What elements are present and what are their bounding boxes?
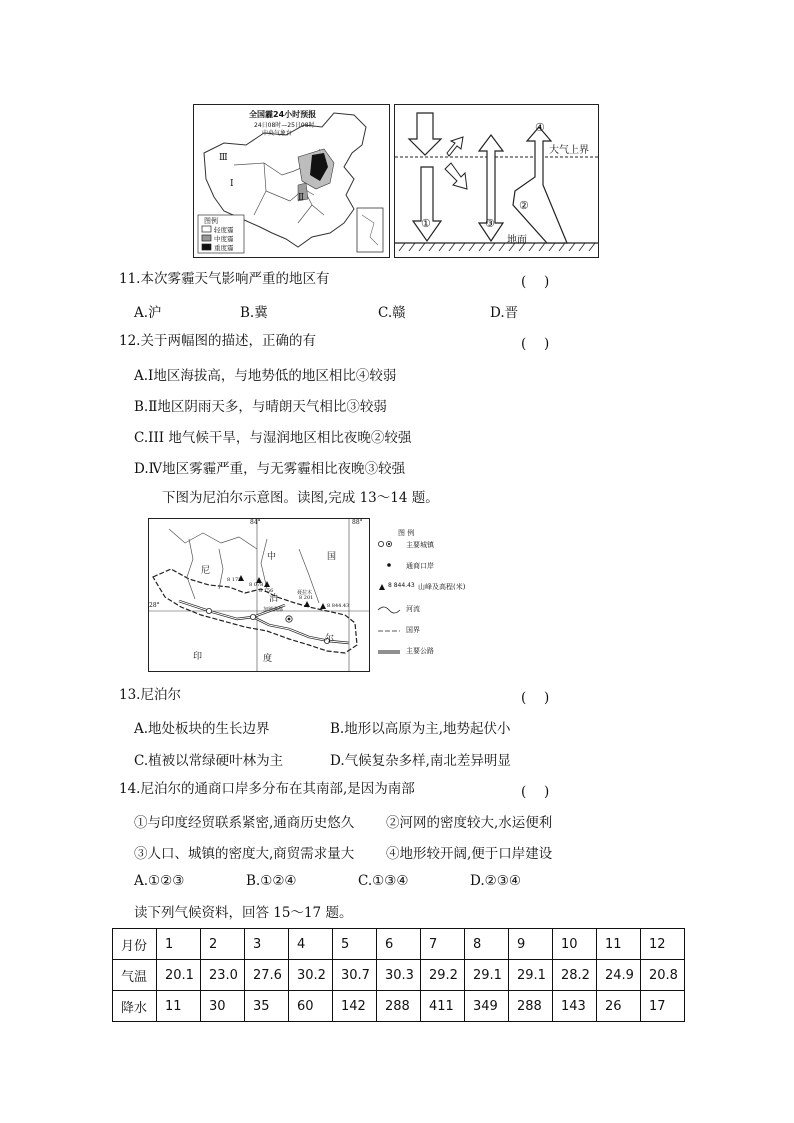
table-cell: 10: [553, 929, 597, 960]
place-china-1: 中: [267, 552, 277, 562]
radiation-diagram: [394, 104, 599, 258]
arrow-label-3: ③: [485, 217, 495, 230]
table-cell: 143: [553, 991, 597, 1022]
china-haze-map: [193, 104, 390, 258]
table-cell: 2: [201, 929, 245, 960]
table-cell: 26: [597, 991, 641, 1022]
arrow-label-2: ②: [519, 199, 529, 212]
table-cell: 288: [377, 991, 421, 1022]
place-nepal-2: 泊: [269, 594, 279, 604]
atmosphere-top-label: 大气上界: [549, 145, 589, 156]
question-14-option-b: B.①②④: [246, 873, 297, 889]
table-cell: 20.1: [157, 960, 201, 991]
question-12-option-b: B.Ⅱ地区阴雨天多，与晴朗天气相比③较弱: [134, 399, 387, 415]
peak-label-4: 8 201: [299, 595, 314, 601]
question-14-statement-1: ①与印度经贸联系紧密,通商历史悠久: [134, 815, 355, 831]
question-11-stem: 11.本次雾霾天气影响严重的地区有: [119, 271, 330, 287]
peak-label-5: 8 844.43: [327, 603, 350, 609]
peak-label-1: 8 172: [227, 577, 242, 583]
table-cell: 411: [421, 991, 465, 1022]
question-13-option-d: D.气候复杂多样,南北差异明显: [330, 753, 511, 769]
peak-label-3: 8 156: [259, 588, 274, 594]
table-cell: 30.7: [333, 960, 377, 991]
table-cell: 60: [289, 991, 333, 1022]
climate-intro: 读下列气候资料，回答 15～17 题。: [134, 905, 353, 921]
legend-river-symbol: [378, 607, 400, 613]
nepal-map-drawing: [149, 519, 369, 671]
table-cell: 20.8: [641, 960, 685, 991]
table-cell: 9: [509, 929, 553, 960]
question-14-option-a: A.①②③: [134, 873, 185, 889]
table-cell: 28.2: [553, 960, 597, 991]
table-cell: 30.3: [377, 960, 421, 991]
question-14-option-c: C.①③④: [358, 873, 409, 889]
question-12-answer-blank: ( ): [521, 336, 550, 352]
question-12-stem: 12.关于两幅图的描述，正确的有: [119, 333, 316, 349]
nepal-legend-town: 主要城镇: [406, 541, 434, 549]
nepal-legend-symbols: [376, 536, 404, 668]
legend-heavy-swatch: [202, 244, 211, 250]
legend-port-symbol: [387, 563, 391, 567]
table-cell: 11: [157, 991, 201, 1022]
table-cell: 4: [289, 929, 333, 960]
region-label-iv: Ⅳ: [312, 169, 321, 179]
place-china-2: 国: [327, 552, 337, 562]
table-header-cell: 降水: [113, 991, 157, 1022]
place-nepal-3: 尔: [325, 634, 335, 644]
legend-light-label: 轻度霾: [214, 226, 234, 234]
table-cell: 3: [245, 929, 289, 960]
table-cell: 23.0: [201, 960, 245, 991]
table-row: [113, 960, 685, 991]
nepal-lat-28: 28°: [149, 602, 160, 609]
question-11-answer-blank: ( ): [521, 274, 550, 290]
table-row: [113, 929, 685, 960]
question-14-stem: 14.尼泊尔的通商口岸多分布在其南部,是因为南部: [119, 781, 415, 797]
nepal-legend-river: 河流: [406, 605, 420, 613]
question-14-statement-4: ④地形较开阔,便于口岸建设: [386, 846, 553, 862]
question-11-option-b: B.冀: [240, 305, 268, 321]
climate-table: [112, 928, 685, 1022]
nepal-legend-peak-sample: 8 844.43: [388, 582, 415, 589]
table-cell: 6: [377, 929, 421, 960]
question-14-answer-blank: ( ): [521, 784, 550, 800]
legend-light-swatch: [202, 226, 211, 232]
question-14-option-d: D.②③④: [470, 873, 521, 889]
table-cell: 8: [465, 929, 509, 960]
question-13-stem: 13.尼泊尔: [119, 687, 181, 703]
question-12-option-c: C.III 地气候干旱，与湿润地区相比夜晚②较强: [134, 430, 412, 446]
table-cell: 35: [245, 991, 289, 1022]
question-13-option-a: A.地处板块的生长边界: [134, 721, 270, 737]
nepal-map: [148, 518, 370, 672]
question-14-statement-3: ③人口、城镇的密度大,商贸需求量大: [134, 846, 355, 862]
place-india-2: 度: [263, 654, 273, 664]
legend-title: 图例: [204, 217, 218, 225]
region-label-i: Ⅰ: [230, 179, 234, 189]
nepal-intro: 下图为尼泊尔示意图。读图,完成 13～14 题。: [162, 490, 439, 506]
table-cell: 1: [157, 929, 201, 960]
radiation-arrows-drawing: [395, 105, 598, 257]
legend-heavy-label: 重度霾: [214, 244, 234, 252]
question-11-option-d: D.晋: [490, 305, 519, 321]
table-cell: 30.2: [289, 960, 333, 991]
question-11-option-a: A.沪: [134, 305, 162, 321]
peak-label-2: 8 078: [249, 582, 264, 588]
table-header-cell: 气温: [113, 960, 157, 991]
table-cell: 288: [509, 991, 553, 1022]
nepal-legend-peak: 山峰及高程(米): [418, 583, 466, 591]
table-cell: 24.9: [597, 960, 641, 991]
legend-medium-label: 中度霾: [214, 235, 234, 243]
place-nepal-1: 尼: [201, 566, 211, 576]
table-cell: 12: [641, 929, 685, 960]
table-header-cell: 月份: [113, 929, 157, 960]
table-cell: 11: [597, 929, 641, 960]
arrow-label-1: ①: [421, 217, 431, 230]
nepal-legend-road: 主要公路: [406, 647, 434, 655]
legend-town-symbol: [378, 541, 383, 546]
nepal-legend-border: 国界: [406, 626, 420, 634]
table-cell: 30: [201, 991, 245, 1022]
region-label-ii: Ⅱ: [298, 193, 305, 203]
table-cell: 27.6: [245, 960, 289, 991]
question-13-option-c: C.植被以常绿硬叶林为主: [134, 753, 284, 769]
legend-peak-symbol: [379, 584, 385, 590]
nepal-legend-title: 图 例: [398, 529, 415, 537]
table-cell: 29.1: [509, 960, 553, 991]
region-label-iii: Ⅲ: [219, 153, 228, 163]
nepal-legend-port: 通商口岸: [406, 562, 434, 570]
nepal-lon-84: 84°: [250, 519, 261, 526]
question-13-option-b: B.地形以高原为主,地势起伏小: [330, 721, 511, 737]
town-kathmandu: 加德满都: [263, 607, 284, 613]
question-14-statement-2: ②河网的密度较大,水运便利: [386, 815, 553, 831]
question-12-option-d: D.Ⅳ地区雾霾严重，与无雾霾相比夜晚③较强: [134, 461, 406, 477]
table-row: [113, 991, 685, 1022]
table-cell: 349: [465, 991, 509, 1022]
map-title: 全国霾24小时预报: [249, 110, 317, 119]
table-cell: 29.1: [465, 960, 509, 991]
legend-medium-swatch: [202, 235, 211, 241]
town-nyalam: 聂拉木: [297, 590, 313, 596]
question-13-answer-blank: ( ): [521, 690, 550, 706]
nepal-legend: [376, 528, 486, 668]
table-cell: 7: [421, 929, 465, 960]
table-cell: 29.2: [421, 960, 465, 991]
table-cell: 5: [333, 929, 377, 960]
ground-label: 地面: [507, 235, 527, 246]
arrow-label-4: ④: [535, 121, 545, 134]
table-cell: 142: [333, 991, 377, 1022]
map-time: 24日08时—25日08时: [254, 122, 315, 129]
nepal-lon-88: 88°: [352, 519, 363, 526]
table-cell: 17: [641, 991, 685, 1022]
map-source: 中央气象台: [262, 130, 293, 137]
question-12-option-a: A.Ⅰ地区海拔高，与地势低的地区相比④较弱: [134, 368, 397, 384]
place-india-1: 印: [193, 652, 203, 662]
question-11-option-c: C.赣: [378, 305, 406, 321]
